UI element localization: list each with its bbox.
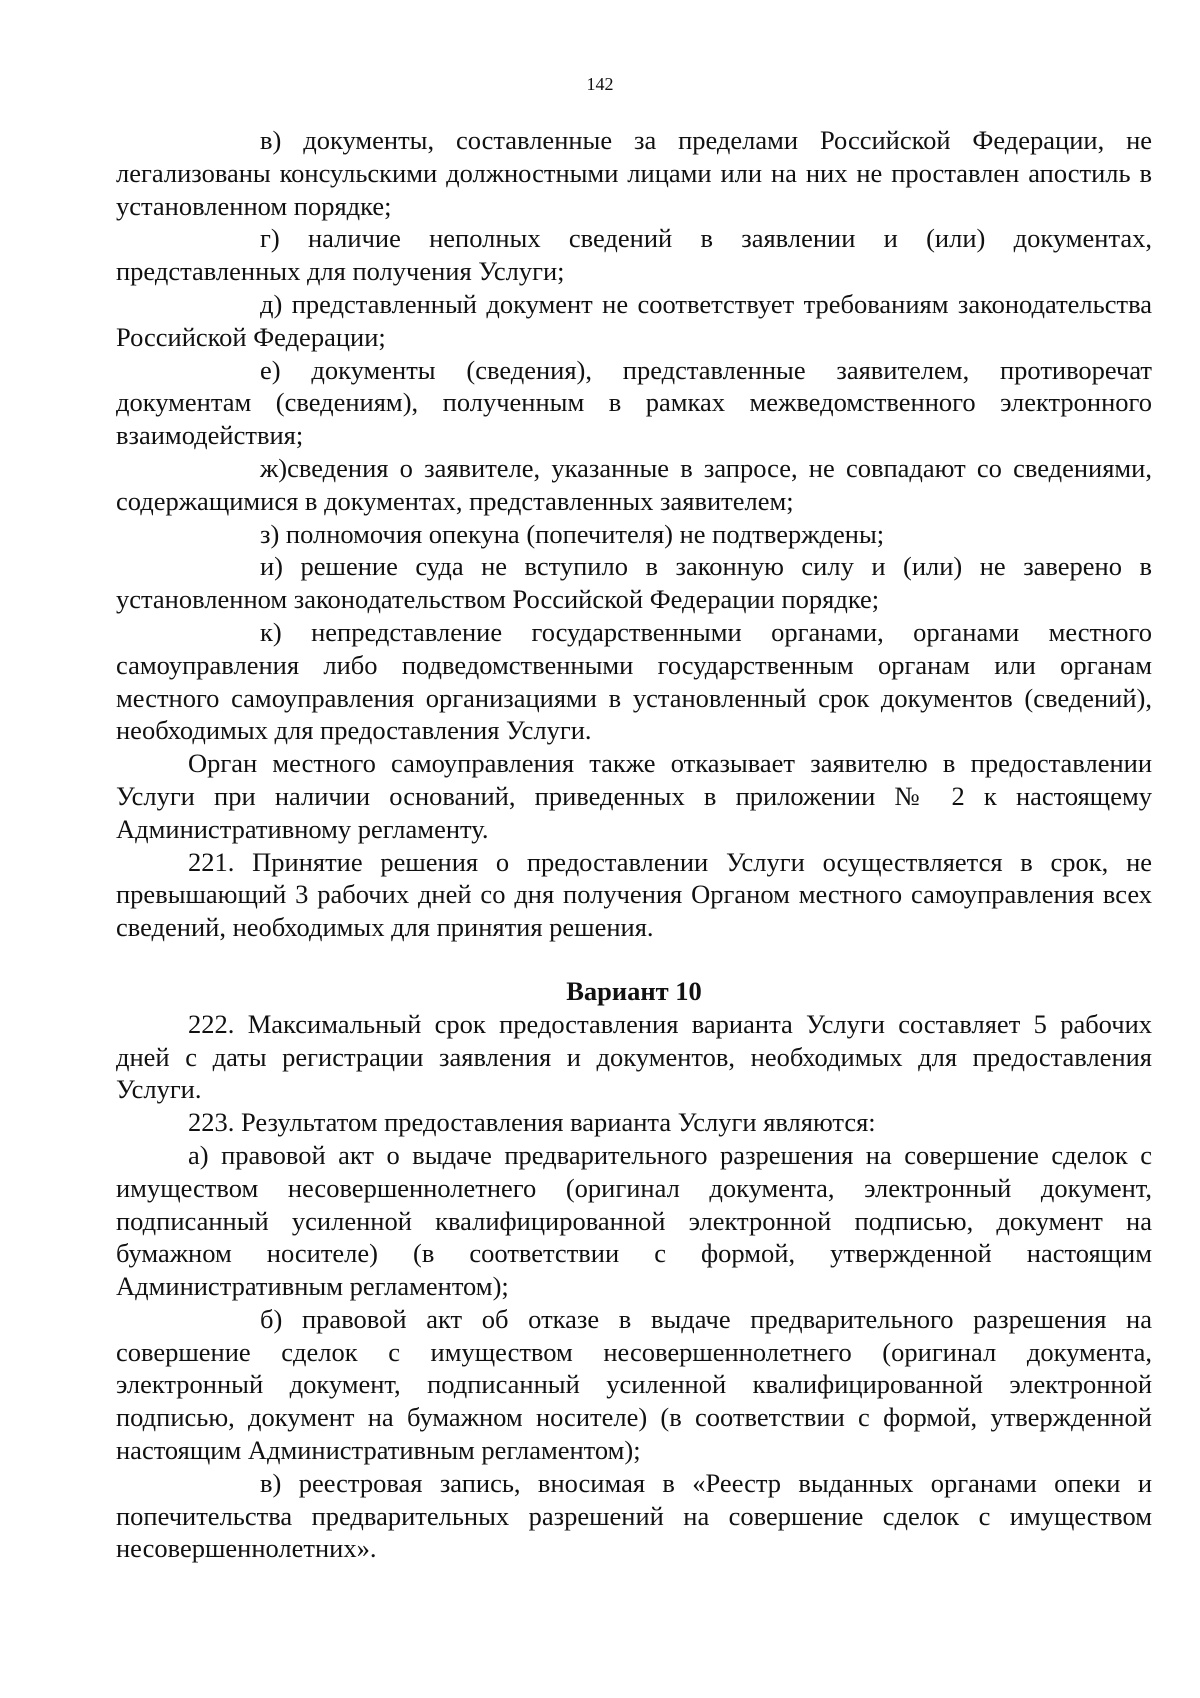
item-marker: г) (260, 223, 280, 254)
item-text: документы, составленные за пределами Российской Федерации, не легализованы консульскими должностными лицами или на них не проставлен апостиль в установленном порядке; (116, 125, 1153, 221)
item-text: реестровая запись, вносимая в «Реестр выданных органами опеки и попечительства предварительных разрешений на совершение сделок с имуществом несовершеннолетних». (116, 1467, 1152, 1564)
page-number: 142 (586, 74, 614, 94)
list-item-zh (116, 452, 1152, 518)
clause-text: Принятие решения о предоставлении Услуги осуществляется в срок, не превышающий 3 рабочих дней со дня получения Органом местного самоуправления всех сведений, необходимых для принятия решения. (116, 846, 1153, 943)
clause-text: Максимальный срок предоставления варианта Услуги составляет 5 рабочих дней с даты регистрации заявления и документов, необходимых для предоставления Услуги. (116, 1008, 1153, 1105)
item-marker: и) (260, 551, 284, 582)
item-marker: д) (260, 288, 283, 319)
list-item-b (116, 1303, 1152, 1467)
item-text: наличие неполных сведений в заявлении и (или) документах, представленных для получения Услуги; (116, 223, 1153, 287)
clause-222 (116, 1008, 1152, 1106)
item-marker: ж) (260, 452, 288, 483)
item-marker: в) (260, 1467, 282, 1498)
paragraph-text: Орган местного самоуправления также отказывает заявителю в предоставлении Услуги при наличии оснований, приведенных в приложении № 2 к настоящему Административному регламенту. (116, 748, 1152, 844)
clause-text: Результатом предоставления варианта Услуги являются: (241, 1107, 876, 1138)
item-text: правовой акт о выдаче предварительного разрешения на совершение сделок с имуществом несовершеннолетнего (оригинал документа, электронный документ, подписанный усиленной квалифицированной электронной подписью, документ на бумажном носителе) (в соответствии с формой, утвержденной настоящим Административным регламентом); (116, 1139, 1153, 1302)
clause-223 (116, 1106, 1152, 1139)
list-item-z (116, 518, 1152, 551)
item-text: правовой акт об отказе в выдаче предварительного разрешения на совершение сделок с имуществом несовершеннолетнего (оригинал документа, электронный документ, подписанный усиленной квалифицированной электронной подписью, документ на бумажном носителе) (в соответствии с формой, утвержденной настоящим Административным регламентом); (116, 1303, 1153, 1466)
item-marker: а) (188, 1139, 209, 1170)
list-item-v2 (116, 1467, 1152, 1565)
clause-221 (116, 846, 1152, 944)
list-item-k (116, 616, 1152, 747)
item-text: представленный документ не соответствует требованиям законодательства Российской Федерации; (116, 288, 1153, 352)
list-item-a (116, 1139, 1152, 1303)
list-item-v (116, 124, 1152, 222)
item-marker: в) (260, 125, 282, 155)
list-item-e (116, 354, 1152, 452)
item-marker: к) (260, 616, 282, 647)
item-marker: з) (260, 518, 280, 549)
item-text: полномочия опекуна (попечителя) не подтверждены; (285, 518, 885, 549)
section-heading: Вариант 10 (566, 975, 702, 1006)
list-item-d (116, 288, 1152, 354)
clause-number: 223. (188, 1107, 235, 1138)
item-text: документы (сведения), представленные заявителем, противоречат документам (сведениям), полученным в рамках межведомственного электронного взаимодействия; (116, 354, 1152, 451)
list-item-g (116, 222, 1152, 288)
document-body (116, 124, 1152, 1565)
item-text: сведения о заявителе, указанные в запросе, не совпадают со сведениями, содержащимися в документах, представленных заявителем; (116, 452, 1152, 516)
list-item-i (116, 550, 1152, 616)
clause-number: 221. (188, 846, 235, 877)
item-marker: б) (260, 1303, 283, 1334)
clause-number: 222. (188, 1008, 235, 1039)
item-text: непредставление государственными органами, органами местного самоуправления либо подведомственными государственным органам или органам местного самоуправления организациями в установленный срок документов (сведений), необходимых для предоставления Услуги. (116, 616, 1152, 746)
paragraph-refusal (116, 747, 1152, 845)
item-text: решение суда не вступило в законную силу и (или) не заверено в установленном законодательством Российской Федерации порядке; (116, 551, 1153, 615)
item-marker: е) (260, 354, 281, 385)
